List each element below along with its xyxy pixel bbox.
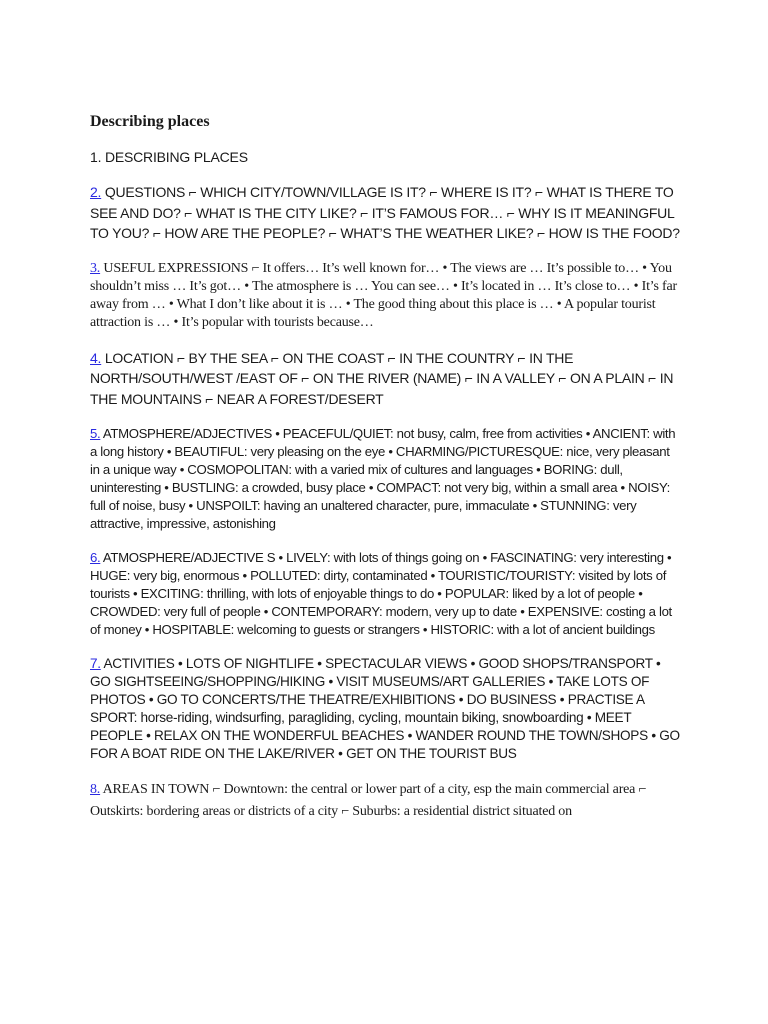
section-text: QUESTIONS ⌐ WHICH CITY/TOWN/VILLAGE IS IT? ⌐ WHERE IS IT? ⌐ WHAT IS THERE TO SEE AND DO? ⌐ WHAT IS THE CITY LIKE? ⌐ IT’S FAMOUS FOR… ⌐ WHY IS IT MEANINGFUL TO YOU? ⌐ HOW ARE THE PEOPLE? ⌐ WHAT’S THE WEATHER LIKE? ⌐ HOW IS THE FOOD? bbox=[90, 184, 680, 241]
section-number-link[interactable]: 7. bbox=[90, 656, 101, 671]
section-text: ATMOSPHERE/ADJECTIVE S • LIVELY: with lots of things going on • FASCINATING: very interesting • HUGE: very big, enormous • POLLUTED: dirty, contaminated • TOURISTIC/TOURISTY: visited by lots of tourists • EXCITING: thrilling, with lots of enjoyable things to do • POPULAR: liked by a lot of people • CROWDED: very full of people • CONTEMPORARY: modern, very up to date • EXPENSIVE: costing a lot of money • HOSPITABLE: welcoming to guests or strangers • HISTORIC: with a lot of ancient buildings bbox=[90, 550, 672, 637]
section-text: ACTIVITIES • LOTS OF NIGHTLIFE • SPECTACULAR VIEWS • GOOD SHOPS/TRANSPORT • GO SIGHTSEEING/SHOPPING/HIKING • VISIT MUSEUMS/ART GALLERIES • TAKE LOTS OF PHOTOS • GO TO CONCERTS/THE THEATRE/EXHIBITIONS • DO BUSINESS • PRACTISE A SPORT: horse-riding, windsurfing, paragliding, cycling, mountain biking, snowboarding • MEET PEOPLE • RELAX ON THE WONDERFUL BEACHES • WANDER ROUND THE TOWN/SHOPS • GO FOR A BOAT RIDE ON THE LAKE/RIVER • GET ON THE TOURIST BUS bbox=[90, 656, 680, 761]
section-atmosphere-adjectives bbox=[90, 425, 680, 533]
section-text: USEFUL EXPRESSIONS ⌐ It offers… It’s well known for… • The views are … It’s possible to… • You shouldn’t miss … It’s got… • The atmosphere is … You can see… • It’s located in … It’s close to… • It’s far away from … • What I don’t like about it is … • The good thing about this place is … • A popular tourist attraction is … • It’s popular with tourists because… bbox=[90, 260, 677, 330]
section-heading-describing-places: 1. DESCRIBING PLACES bbox=[90, 149, 248, 165]
section-text: LOCATION ⌐ BY THE SEA ⌐ ON THE COAST ⌐ IN THE COUNTRY ⌐ IN THE NORTH/SOUTH/WEST /EAST OF ⌐ ON THE RIVER (NAME) ⌐ IN A VALLEY ⌐ ON A PLAIN ⌐ IN THE MOUNTAINS ⌐ NEAR A FOREST/DESERT bbox=[90, 349, 674, 407]
section-number-link[interactable]: 3. bbox=[90, 260, 101, 276]
section-activities bbox=[90, 655, 680, 763]
section-useful-expressions bbox=[90, 260, 680, 332]
section-areas-in-town bbox=[90, 779, 680, 823]
section-number-link[interactable]: 5. bbox=[90, 426, 101, 441]
section-number-link[interactable]: 6. bbox=[90, 550, 101, 565]
document-page bbox=[90, 112, 680, 839]
section-location bbox=[90, 348, 680, 410]
section-number-link[interactable]: 4. bbox=[90, 349, 102, 366]
section-number-link[interactable]: 8. bbox=[90, 782, 101, 797]
section-atmosphere-adjectives-2 bbox=[90, 549, 680, 639]
section-text: AREAS IN TOWN ⌐ Downtown: the central or lower part of a city, esp the main commercial area ⌐ Outskirts: bordering areas or districts of a city ⌐ Suburbs: a residential district situated on bbox=[90, 782, 647, 819]
section-number-link[interactable]: 2. bbox=[90, 184, 102, 200]
section-questions bbox=[90, 182, 680, 244]
document-title: Describing places bbox=[90, 113, 210, 130]
section-text: ATMOSPHERE/ADJECTIVES • PEACEFUL/QUIET: not busy, calm, free from activities • ANCIENT: with a long history • BEAUTIFUL: very pleasing on the eye • CHARMING/PICTURESQUE: nice, very pleasant in a unique way • COSMOPOLITAN: with a varied mix of cultures and languages • BORING: dull, uninteresting • BUSTLING: a crowded, busy place • COMPACT: not very big, within a small area • NOISY: full of noise, busy • UNSPOILT: having an unaltered character, pure, immaculate • STUNNING: very attractive, impressive, astonishing bbox=[90, 426, 676, 531]
